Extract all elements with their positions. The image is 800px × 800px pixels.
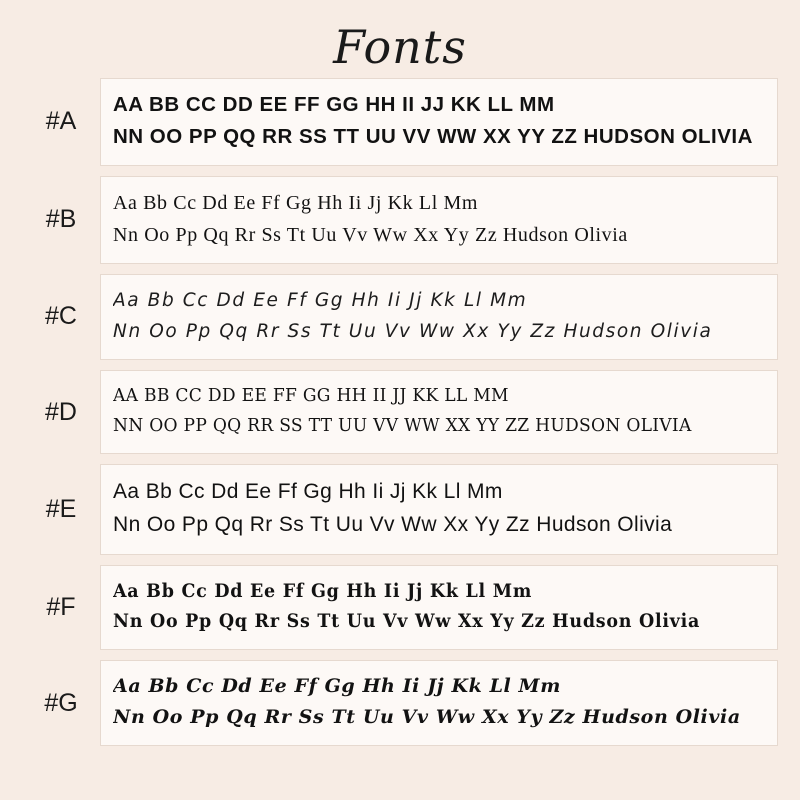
font-option-label-f: #F [46, 592, 76, 621]
font-sample-line-1: Aa Bb Cc Dd Ee Ff Gg Hh Ii Jj Kk Ll Mm [113, 674, 561, 697]
font-sample-row [22, 78, 778, 166]
font-sample-line-2: Nn Oo Pp Qq Rr Ss Tt Uu Vv Ww Xx Yy Zz Hudson Olivia [113, 706, 741, 729]
font-sample-row [22, 274, 778, 361]
font-sample-line-2: Nn Oo Pp Qq Rr Ss Tt Uu Vv Ww Xx Yy Zz Hudson Olivia [113, 610, 701, 633]
font-sample-row [22, 370, 778, 453]
font-sample-card-c [100, 274, 778, 361]
font-option-label-d: #D [45, 397, 77, 426]
font-sample-card-b [100, 176, 778, 264]
font-sample-row [22, 660, 778, 747]
font-sample-row [22, 565, 778, 650]
font-option-label-g: #G [44, 688, 78, 717]
font-option-label-c: #C [45, 302, 77, 331]
font-sample-list [0, 78, 800, 746]
font-sample-card-e [100, 464, 778, 555]
font-sample-card-d [100, 370, 778, 453]
font-sample-card-g [100, 660, 778, 747]
font-option-label-e: #E [45, 494, 77, 523]
font-sample-row [22, 464, 778, 555]
font-sample-line-1: AA BB CC DD EE FF GG HH II JJ KK LL MM [113, 385, 509, 407]
font-sample-line-1: Aa Bb Cc Dd Ee Ff Gg Hh Ii Jj Kk Ll Mm [113, 579, 533, 602]
font-option-label-a: #A [45, 107, 77, 136]
font-sample-line-1: Aa Bb Cc Dd Ee Ff Gg Hh Ii Jj Kk Ll Mm [113, 479, 503, 503]
font-sample-card-a [100, 78, 778, 166]
font-sample-line-2: NN OO PP QQ RR SS TT UU VV WW XX YY ZZ HUDSON OLIVIA [113, 415, 692, 437]
font-sample-line-2: Nn Oo Pp Qq Rr Ss Tt Uu Vv Ww Xx Yy Zz Hudson Olivia [113, 320, 713, 342]
font-sample-row [22, 176, 778, 264]
font-sample-card-f [100, 565, 778, 650]
font-option-label-b: #B [45, 205, 77, 234]
font-sample-line-2: NN OO PP QQ RR SS TT UU VV WW XX YY ZZ HUDSON OLIVIA [113, 124, 753, 148]
page-title: Fonts [333, 20, 467, 74]
font-sample-line-1: Aa Bb Cc Dd Ee Ff Gg Hh Ii Jj Kk Ll Mm [113, 289, 528, 311]
font-sample-line-1: Aa Bb Cc Dd Ee Ff Gg Hh Ii Jj Kk Ll Mm [113, 191, 478, 214]
font-sample-line-2: Nn Oo Pp Qq Rr Ss Tt Uu Vv Ww Xx Yy Zz Hudson Olivia [113, 223, 628, 246]
font-sample-line-1: AA BB CC DD EE FF GG HH II JJ KK LL MM [113, 93, 555, 116]
font-sample-line-2: Nn Oo Pp Qq Rr Ss Tt Uu Vv Ww Xx Yy Zz Hudson Olivia [113, 513, 673, 537]
